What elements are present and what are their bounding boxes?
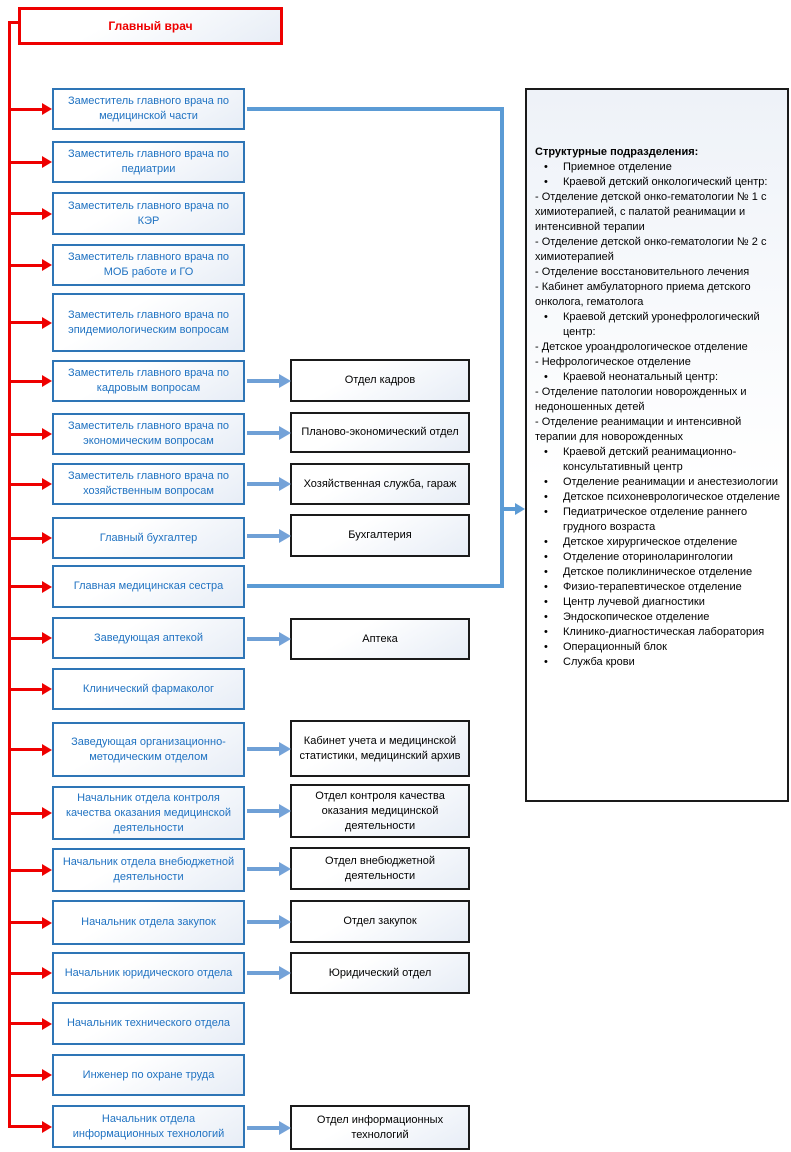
subdivision-item <box>535 640 782 655</box>
blue-arrowhead-icon <box>279 374 291 388</box>
red-arrowhead-icon <box>42 1069 52 1081</box>
org-node-dept-9: Юридический отдел <box>290 952 470 994</box>
subdivision-item-text: Краевой детский онкологический центр: <box>563 176 768 188</box>
bullet-icon: • <box>544 566 548 578</box>
red-arrow-line <box>9 1022 42 1025</box>
red-arrow-line <box>9 1125 42 1128</box>
red-arrow-line <box>9 321 42 324</box>
red-arrowhead-icon <box>42 807 52 819</box>
subdivision-item-text: - Отделение патологии новорожденных и недоношенных детей <box>535 386 747 413</box>
org-node-deputy-7: Заместитель главного врача по хозяйственным вопросам <box>52 463 245 505</box>
org-node-deputy-5: Заместитель главного врача по кадровым вопросам <box>52 360 245 402</box>
org-node-deputy-17: Начальник технического отдела <box>52 1002 245 1045</box>
blue-arrow-line <box>247 920 279 924</box>
red-arrow-line <box>9 688 42 691</box>
red-arrowhead-icon <box>42 864 52 876</box>
red-arrow-line <box>9 869 42 872</box>
bullet-icon: • <box>544 626 548 638</box>
red-arrowhead-icon <box>42 156 52 168</box>
red-arrow-line <box>9 433 42 436</box>
subdivision-item <box>535 340 782 355</box>
subdivision-item <box>535 190 782 235</box>
blue-arrowhead-icon <box>279 966 291 980</box>
structural-subdivisions-panel <box>525 88 789 802</box>
org-node-deputy-13: Начальник отдела контроля качества оказания медицинской деятельности <box>52 786 245 840</box>
blue-arrow-line <box>247 482 279 486</box>
org-node-deputy-8: Главный бухгалтер <box>52 517 245 559</box>
subdivision-item-text: Клинико-диагностическая лаборатория <box>563 626 765 638</box>
subdivision-item <box>535 385 782 415</box>
blue-arrowhead-icon <box>279 426 291 440</box>
red-arrowhead-icon <box>42 581 52 593</box>
structural-subdivisions-list <box>535 145 782 670</box>
bullet-icon: • <box>544 536 548 548</box>
subdivision-item <box>535 490 782 505</box>
subdivision-item <box>535 595 782 610</box>
subdivision-item <box>535 580 782 595</box>
red-arrow-line <box>9 812 42 815</box>
red-arrow-line <box>9 537 42 540</box>
bullet-icon: • <box>544 656 548 668</box>
blue-arrow-line <box>247 867 279 871</box>
bullet-icon: • <box>544 476 548 488</box>
red-arrowhead-icon <box>42 428 52 440</box>
subdivision-item-text: Служба крови <box>563 656 635 668</box>
subdivision-item <box>535 415 782 445</box>
panel-heading: Структурные подразделения: <box>535 146 699 158</box>
red-arrow-line <box>9 585 42 588</box>
bullet-icon: • <box>544 551 548 563</box>
org-node-dept-4: Аптека <box>290 618 470 660</box>
org-node-dept-6: Отдел контроля качества оказания медицинской деятельности <box>290 784 470 838</box>
subdivision-item <box>535 535 782 550</box>
org-node-dept-5: Кабинет учета и медицинской статистики, медицинский архив <box>290 720 470 777</box>
subdivision-item-text: - Кабинет амбулаторного приема детского онколога, гематолога <box>535 281 751 308</box>
red-arrowhead-icon <box>42 744 52 756</box>
blue-arrowhead-icon <box>279 742 291 756</box>
bullet-icon: • <box>544 611 548 623</box>
red-arrow-line <box>9 921 42 924</box>
blue-arrowhead-icon <box>279 804 291 818</box>
red-arrow-line <box>9 380 42 383</box>
blue-connector-stub <box>504 507 515 511</box>
subdivision-item <box>535 655 782 670</box>
subdivision-item <box>535 265 782 280</box>
red-arrow-line <box>9 161 42 164</box>
red-trunk-line <box>8 21 11 1128</box>
blue-arrow-line <box>247 379 279 383</box>
subdivision-item-text: - Отделение детской онко-гематологии № 1 с химиотерапией, с палатой реанимации и интенсивной терапии <box>535 191 767 233</box>
subdivision-item <box>535 310 782 340</box>
blue-arrow-line <box>247 637 279 641</box>
org-node-deputy-0: Заместитель главного врача по медицинской части <box>52 88 245 130</box>
red-arrow-line <box>9 637 42 640</box>
subdivision-item <box>535 235 782 265</box>
org-node-deputy-11: Клинический фармаколог <box>52 668 245 710</box>
subdivision-item <box>535 445 782 475</box>
org-node-dept-0: Отдел кадров <box>290 359 470 402</box>
subdivision-item <box>535 625 782 640</box>
subdivision-item-text: Приемное отделение <box>563 161 672 173</box>
red-arrow-line <box>9 972 42 975</box>
org-node-deputy-3: Заместитель главного врача по МОБ работе и ГО <box>52 244 245 286</box>
org-node-deputy-6: Заместитель главного врача по экономическим вопросам <box>52 413 245 455</box>
blue-arrowhead-icon <box>279 477 291 491</box>
org-node-deputy-15: Начальник отдела закупок <box>52 900 245 945</box>
red-arrow-line <box>9 108 42 111</box>
org-node-deputy-2: Заместитель главного врача по КЭР <box>52 192 245 235</box>
blue-connector-top <box>247 107 504 111</box>
bullet-icon: • <box>544 371 548 383</box>
red-arrowhead-icon <box>42 1121 52 1133</box>
subdivision-item-text: Краевой детский реанимационно-консультативный центр <box>563 446 737 473</box>
org-node-deputy-9: Главная медицинская сестра <box>52 565 245 608</box>
bullet-icon: • <box>544 641 548 653</box>
blue-arrow-line <box>247 809 279 813</box>
org-node-deputy-19: Начальник отдела информационных технологий <box>52 1105 245 1148</box>
blue-arrow-line <box>247 534 279 538</box>
subdivision-item-text: - Детское уроандрологическое отделение <box>535 341 748 353</box>
blue-arrow-line <box>247 747 279 751</box>
bullet-icon: • <box>544 581 548 593</box>
red-arrowhead-icon <box>42 317 52 329</box>
blue-arrow-line <box>247 971 279 975</box>
red-arrow-line <box>9 748 42 751</box>
org-node-dept-10: Отдел информационных технологий <box>290 1105 470 1150</box>
red-arrow-line <box>9 212 42 215</box>
red-arrowhead-icon <box>42 917 52 929</box>
org-node-dept-7: Отдел внебюджетной деятельности <box>290 847 470 890</box>
subdivision-item-text: Центр лучевой диагностики <box>563 596 705 608</box>
bullet-icon: • <box>544 311 548 323</box>
subdivision-item-text: - Отделение детской онко-гематологии № 2 с химиотерапией <box>535 236 767 263</box>
red-arrowhead-icon <box>42 532 52 544</box>
org-node-dept-8: Отдел закупок <box>290 900 470 943</box>
subdivision-item-text: - Нефрологическое отделение <box>535 356 691 368</box>
org-node-dept-1: Планово-экономический отдел <box>290 412 470 453</box>
red-arrowhead-icon <box>42 967 52 979</box>
subdivision-item-text: Краевой неонатальный центр: <box>563 371 719 383</box>
org-node-root: Главный врач <box>18 7 283 45</box>
subdivision-item <box>535 505 782 535</box>
subdivision-item-text: - Отделение реанимации и интенсивной терапии для новорожденных <box>535 416 742 443</box>
org-node-deputy-10: Заведующая аптекой <box>52 617 245 659</box>
org-node-deputy-1: Заместитель главного врача по педиатрии <box>52 141 245 183</box>
blue-arrow-line <box>247 1126 279 1130</box>
red-arrow-line <box>9 483 42 486</box>
subdivision-item-text: Отделение оториноларингологии <box>563 551 733 563</box>
subdivision-item-text: Детское поликлиническое отделение <box>563 566 753 578</box>
blue-connector-bottom <box>247 584 504 588</box>
subdivision-item-text: Педиатрическое отделение раннего грудного возраста <box>563 506 748 533</box>
org-node-deputy-4: Заместитель главного врача по эпидемиологическим вопросам <box>52 293 245 352</box>
red-arrow-line <box>9 1074 42 1077</box>
subdivision-item-text: Физио-терапевтическое отделение <box>563 581 742 593</box>
subdivision-item <box>535 160 782 175</box>
blue-arrowhead-icon <box>279 862 291 876</box>
org-node-deputy-18: Инженер по охране труда <box>52 1054 245 1096</box>
red-arrowhead-icon <box>42 632 52 644</box>
red-arrowhead-icon <box>42 375 52 387</box>
subdivision-item <box>535 550 782 565</box>
org-node-dept-2: Хозяйственная служба, гараж <box>290 463 470 505</box>
bullet-icon: • <box>544 176 548 188</box>
subdivision-item <box>535 565 782 580</box>
bullet-icon: • <box>544 506 548 518</box>
subdivision-item-text: - Отделение восстановительного лечения <box>535 266 750 278</box>
blue-arrowhead-icon <box>279 632 291 646</box>
org-node-dept-3: Бухгалтерия <box>290 514 470 557</box>
subdivision-item <box>535 475 782 490</box>
bullet-icon: • <box>544 596 548 608</box>
subdivision-item-text: Отделение реанимации и анестезиологии <box>563 476 779 488</box>
org-node-deputy-16: Начальник юридического отдела <box>52 952 245 994</box>
subdivision-item-text: Детское психоневрологическое отделение <box>563 491 780 503</box>
subdivision-item <box>535 280 782 310</box>
blue-connector-vertical <box>500 107 504 588</box>
org-node-deputy-12: Заведующая организационно-методическим отделом <box>52 722 245 777</box>
red-arrow-line <box>9 264 42 267</box>
blue-arrowhead-icon <box>279 915 291 929</box>
subdivision-item <box>535 355 782 370</box>
subdivision-item <box>535 610 782 625</box>
blue-arrowhead-icon <box>279 529 291 543</box>
subdivision-item-text: Краевой детский уронефрологический центр: <box>563 311 760 338</box>
bullet-icon: • <box>544 161 548 173</box>
subdivision-item-text: Эндоскопическое отделение <box>563 611 710 623</box>
bullet-icon: • <box>544 446 548 458</box>
blue-arrow-line <box>247 431 279 435</box>
red-arrowhead-icon <box>42 208 52 220</box>
subdivision-item <box>535 370 782 385</box>
red-arrowhead-icon <box>42 259 52 271</box>
org-node-deputy-14: Начальник отдела внебюджетной деятельности <box>52 848 245 892</box>
red-arrowhead-icon <box>42 683 52 695</box>
blue-arrowhead-icon <box>279 1121 291 1135</box>
subdivision-item <box>535 175 782 190</box>
red-root-stub <box>8 21 18 24</box>
blue-connector-arrowhead-icon <box>515 503 525 515</box>
subdivision-item-text: Операционный блок <box>563 641 667 653</box>
red-arrowhead-icon <box>42 1018 52 1030</box>
subdivision-item-text: Детское хирургическое отделение <box>563 536 738 548</box>
red-arrowhead-icon <box>42 103 52 115</box>
red-arrowhead-icon <box>42 478 52 490</box>
bullet-icon: • <box>544 491 548 503</box>
